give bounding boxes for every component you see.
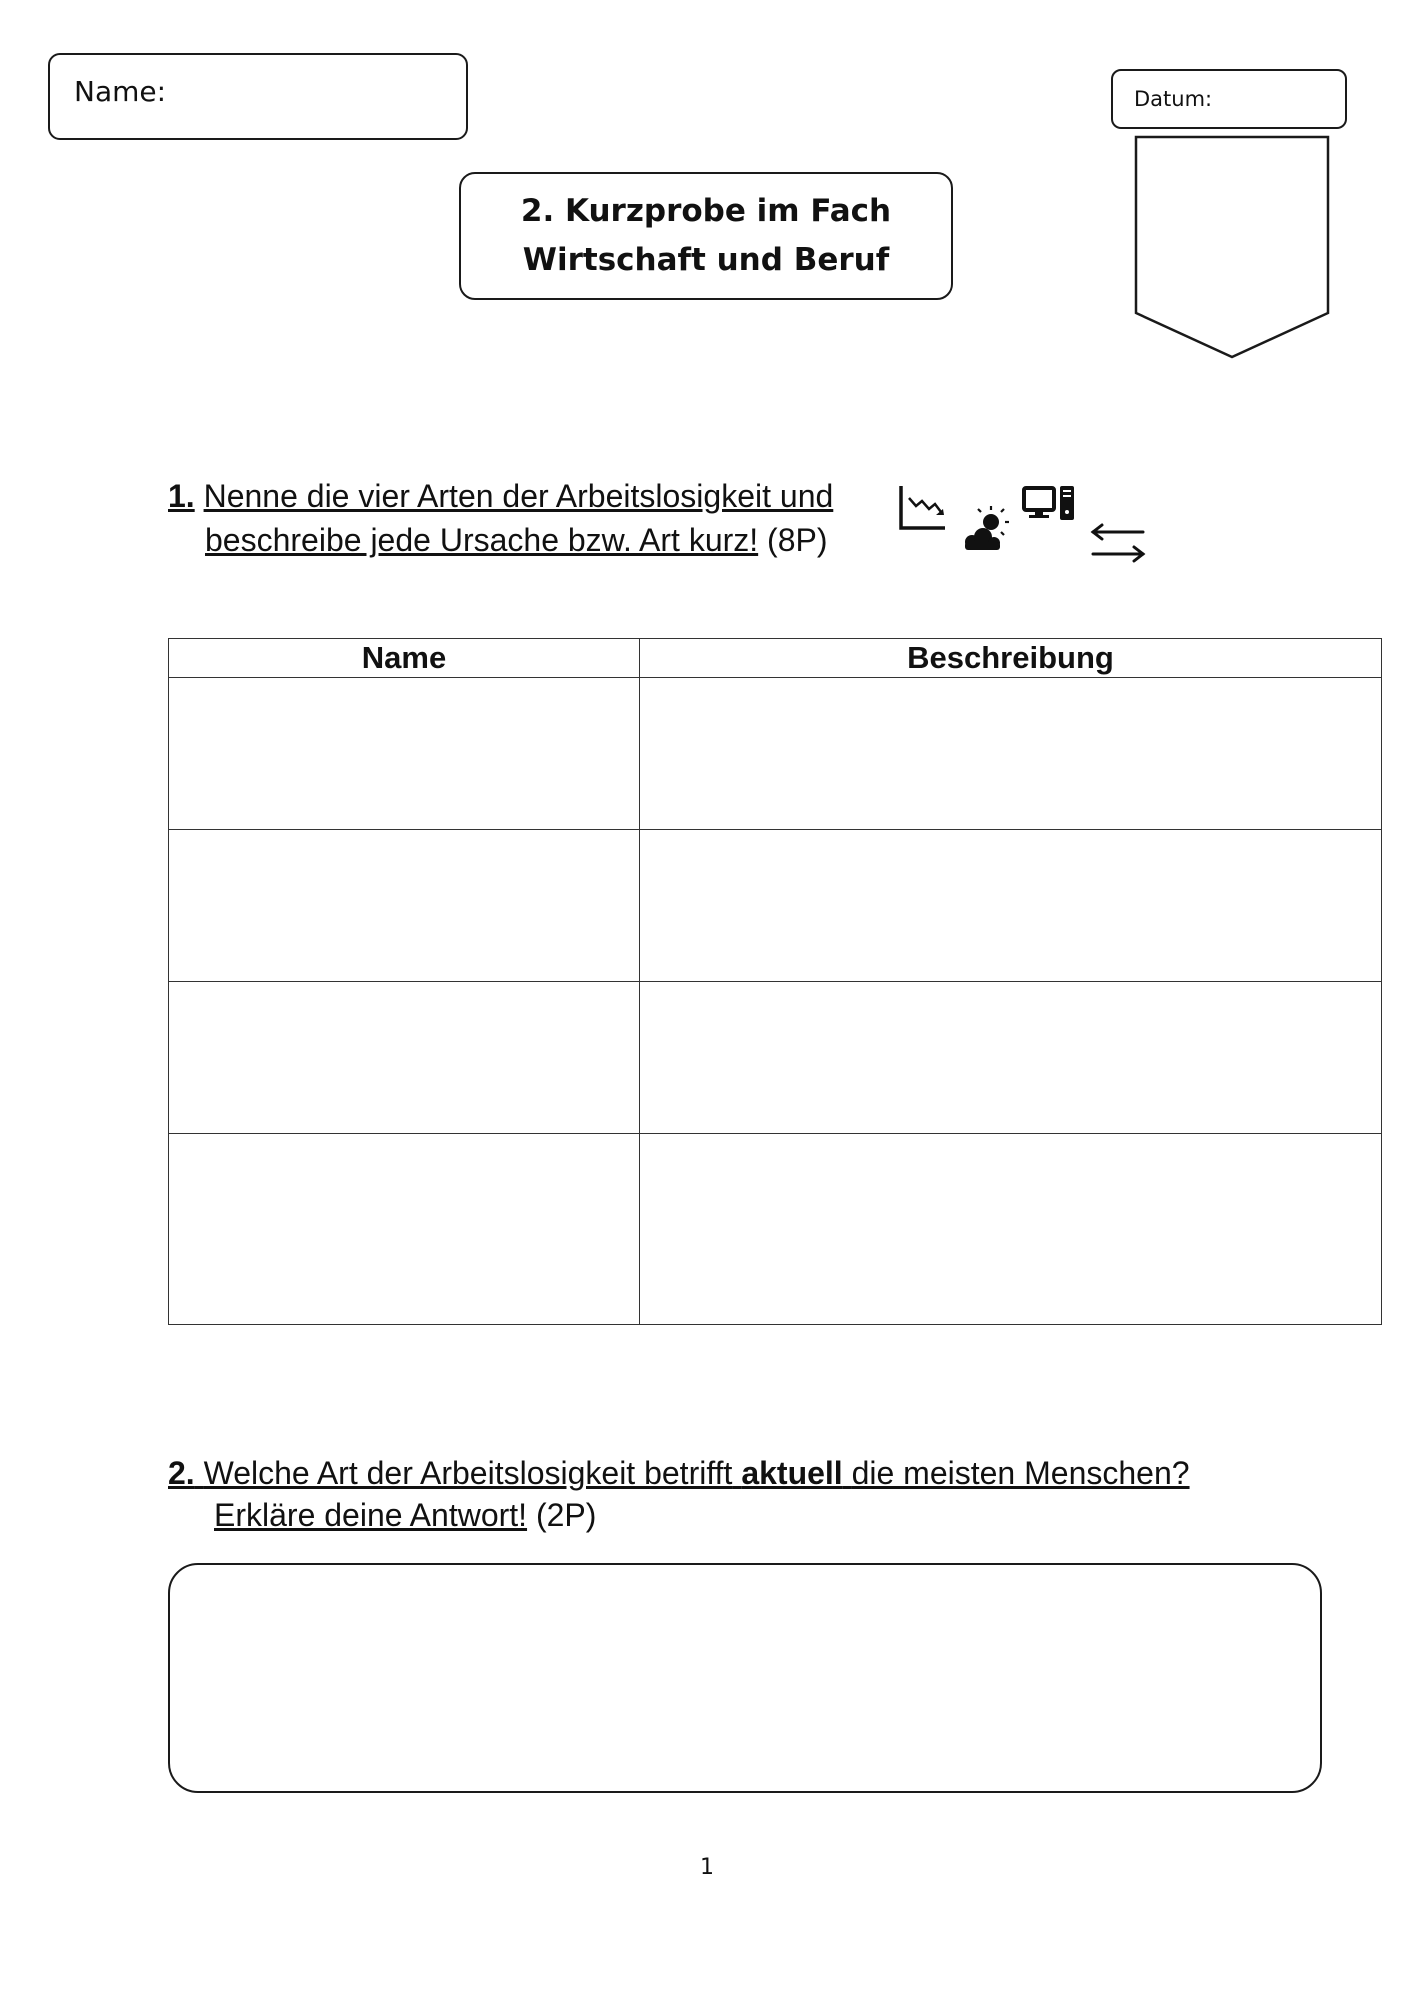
table-cell-name[interactable] xyxy=(169,678,640,830)
title-line-2: Wirtschaft und Beruf xyxy=(522,242,890,278)
question-2-line-1-end: die meisten Menschen? xyxy=(851,1455,1190,1491)
test-title xyxy=(459,172,953,300)
table-row xyxy=(169,1134,1382,1325)
question-2-line-2: Erkläre deine Antwort! xyxy=(214,1497,528,1533)
table-cell-name[interactable] xyxy=(169,982,640,1134)
table-cell-description[interactable] xyxy=(640,1134,1382,1325)
question-1-icons xyxy=(897,482,1159,572)
question-1-number: 1. xyxy=(168,478,195,514)
question-1-line-2: beschreibe jede Ursache bzw. Art kurz! xyxy=(205,522,759,558)
question-2 xyxy=(168,1452,1190,1536)
column-header-name: Name xyxy=(169,639,640,678)
sun-cloud-icon xyxy=(965,506,1009,550)
table-cell-name[interactable] xyxy=(169,830,640,982)
page-number: 1 xyxy=(700,1855,714,1880)
question-1-line-1: Nenne die vier Arten der Arbeitslosigkeit und xyxy=(203,478,834,514)
name-label: Name: xyxy=(74,75,167,108)
exchange-arrows-icon xyxy=(1093,525,1143,561)
table-cell-description[interactable] xyxy=(640,830,1382,982)
question-2-points: (2P) xyxy=(535,1497,597,1533)
table-row xyxy=(169,982,1382,1134)
table-row xyxy=(169,830,1382,982)
table-cell-description[interactable] xyxy=(640,678,1382,830)
table-cell-description[interactable] xyxy=(640,982,1382,1134)
table-row xyxy=(169,678,1382,830)
declining-chart-icon xyxy=(901,486,945,528)
name-field[interactable] xyxy=(48,53,468,140)
question-2-number: 2. xyxy=(168,1455,195,1491)
question-2-emphasis: aktuell xyxy=(741,1455,843,1491)
question-2-answer-box[interactable] xyxy=(168,1563,1322,1793)
date-label: Datum: xyxy=(1134,87,1213,111)
title-line-1: 2. Kurzprobe im Fach xyxy=(520,193,892,229)
answer-table xyxy=(168,638,1382,1325)
date-field[interactable] xyxy=(1111,69,1347,129)
computer-icon xyxy=(1024,486,1074,520)
question-1 xyxy=(168,474,833,562)
question-1-points: (8P) xyxy=(767,522,828,558)
table-cell-name[interactable] xyxy=(169,1134,640,1325)
grade-shield-field[interactable] xyxy=(1134,135,1330,360)
question-2-line-1-start: Welche Art der Arbeitslosigkeit betrifft xyxy=(203,1455,733,1491)
column-header-description: Beschreibung xyxy=(640,639,1382,678)
